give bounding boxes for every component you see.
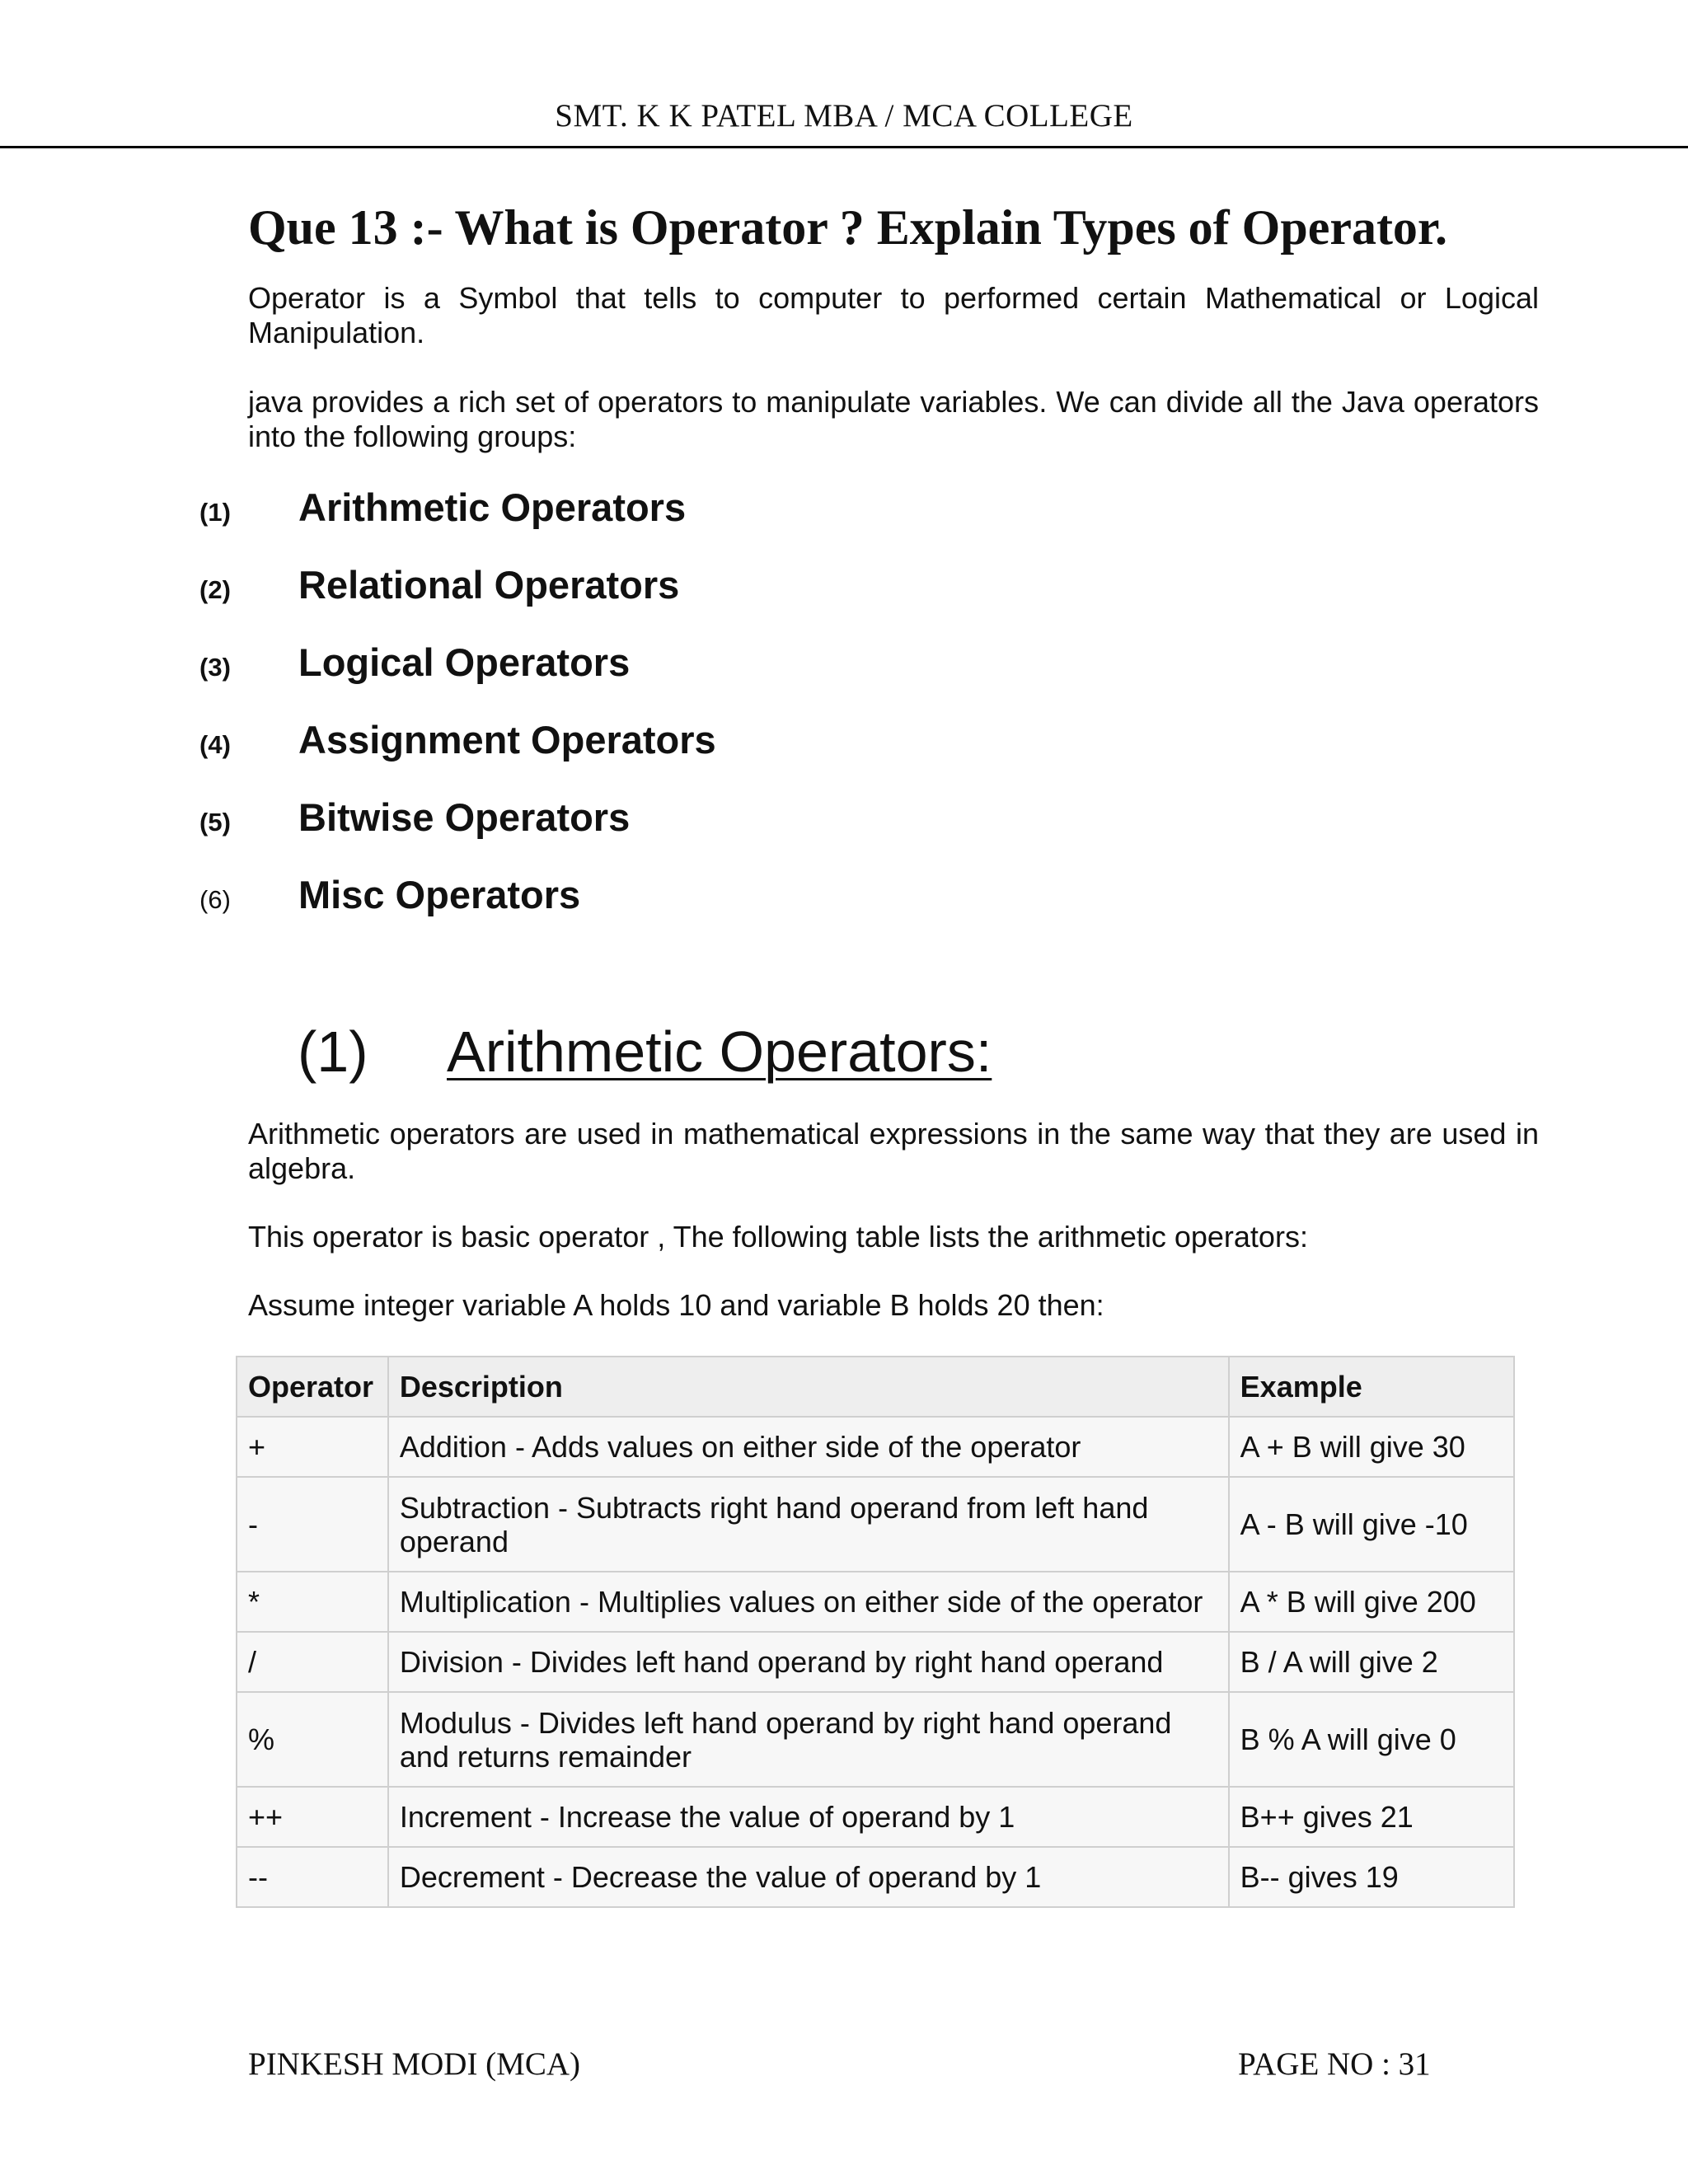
- column-header: Operator: [237, 1357, 388, 1417]
- table-row: [237, 1417, 1514, 1477]
- operator-cell: /: [237, 1632, 388, 1692]
- assumption-paragraph: Assume integer variable A holds 10 and variable B holds 20 then:: [248, 1288, 1104, 1322]
- page-header: SMT. K K PATEL MBA / MCA COLLEGE: [555, 98, 1133, 134]
- footer-page-number: PAGE NO : 31: [1238, 2046, 1431, 2082]
- list-item-number: (6): [199, 885, 231, 914]
- description-cell: Division - Divides left hand operand by right hand operand: [388, 1632, 1229, 1692]
- example-cell: A + B will give 30: [1229, 1417, 1514, 1477]
- operator-cell: *: [237, 1572, 388, 1632]
- column-header: Description: [388, 1357, 1229, 1417]
- section-heading: [298, 1019, 992, 1085]
- section-title: Arithmetic Operators:: [447, 1019, 992, 1084]
- list-item-number: (5): [199, 808, 231, 837]
- table-row: [237, 1572, 1514, 1632]
- description-cell: Addition - Adds values on either side of the operator: [388, 1417, 1229, 1477]
- list-item-label: Assignment Operators: [298, 718, 716, 762]
- example-cell: B-- gives 19: [1229, 1847, 1514, 1907]
- list-item-label: Misc Operators: [298, 873, 581, 916]
- section-number: (1): [298, 1019, 368, 1084]
- list-item-label: Bitwise Operators: [298, 795, 631, 839]
- operator-cell: %: [237, 1692, 388, 1787]
- table-row: [237, 1847, 1514, 1907]
- operator-cell: --: [237, 1847, 388, 1907]
- operator-cell: ++: [237, 1787, 388, 1847]
- question-title: Que 13 :- What is Operator ? Explain Types of Operator.: [248, 200, 1448, 255]
- arithmetic-operators-table: [236, 1356, 1515, 1908]
- table-header-row: [237, 1357, 1514, 1417]
- operator-cell: +: [237, 1417, 388, 1477]
- list-item-label: Relational Operators: [298, 563, 680, 607]
- example-cell: B % A will give 0: [1229, 1692, 1514, 1787]
- groups-paragraph: java provides a rich set of operators to manipulate variables. We can divide all the Java operators into the following groups:: [248, 385, 1539, 453]
- column-header: Example: [1229, 1357, 1514, 1417]
- table-row: [237, 1632, 1514, 1692]
- example-cell: B / A will give 2: [1229, 1632, 1514, 1692]
- table-row: [237, 1692, 1514, 1787]
- list-item-label: Arithmetic Operators: [298, 485, 687, 529]
- arithmetic-intro-paragraph: Arithmetic operators are used in mathematical expressions in the same way that they are used in algebra.: [248, 1117, 1539, 1185]
- list-item-number: (1): [199, 498, 231, 527]
- description-cell: Modulus - Divides left hand operand by right hand operand and returns remainder: [388, 1692, 1229, 1787]
- list-item-number: (4): [199, 730, 231, 759]
- list-item-number: (3): [199, 653, 231, 682]
- table-row: [237, 1787, 1514, 1847]
- table-intro-paragraph: This operator is basic operator , The following table lists the arithmetic operators:: [248, 1220, 1308, 1254]
- list-item-label: Logical Operators: [298, 640, 631, 684]
- footer-author: PINKESH MODI (MCA): [248, 2046, 581, 2082]
- description-cell: Subtraction - Subtracts right hand operand from left hand operand: [388, 1477, 1229, 1572]
- example-cell: A * B will give 200: [1229, 1572, 1514, 1632]
- example-cell: A - B will give -10: [1229, 1477, 1514, 1572]
- list-item-number: (2): [199, 575, 231, 604]
- table-row: [237, 1477, 1514, 1572]
- operator-cell: -: [237, 1477, 388, 1572]
- description-cell: Multiplication - Multiplies values on either side of the operator: [388, 1572, 1229, 1632]
- definition-paragraph: Operator is a Symbol that tells to computer to performed certain Mathematical or Logical Manipulation.: [248, 281, 1539, 349]
- description-cell: Increment - Increase the value of operand by 1: [388, 1787, 1229, 1847]
- header-divider: [0, 146, 1688, 148]
- description-cell: Decrement - Decrease the value of operand by 1: [388, 1847, 1229, 1907]
- example-cell: B++ gives 21: [1229, 1787, 1514, 1847]
